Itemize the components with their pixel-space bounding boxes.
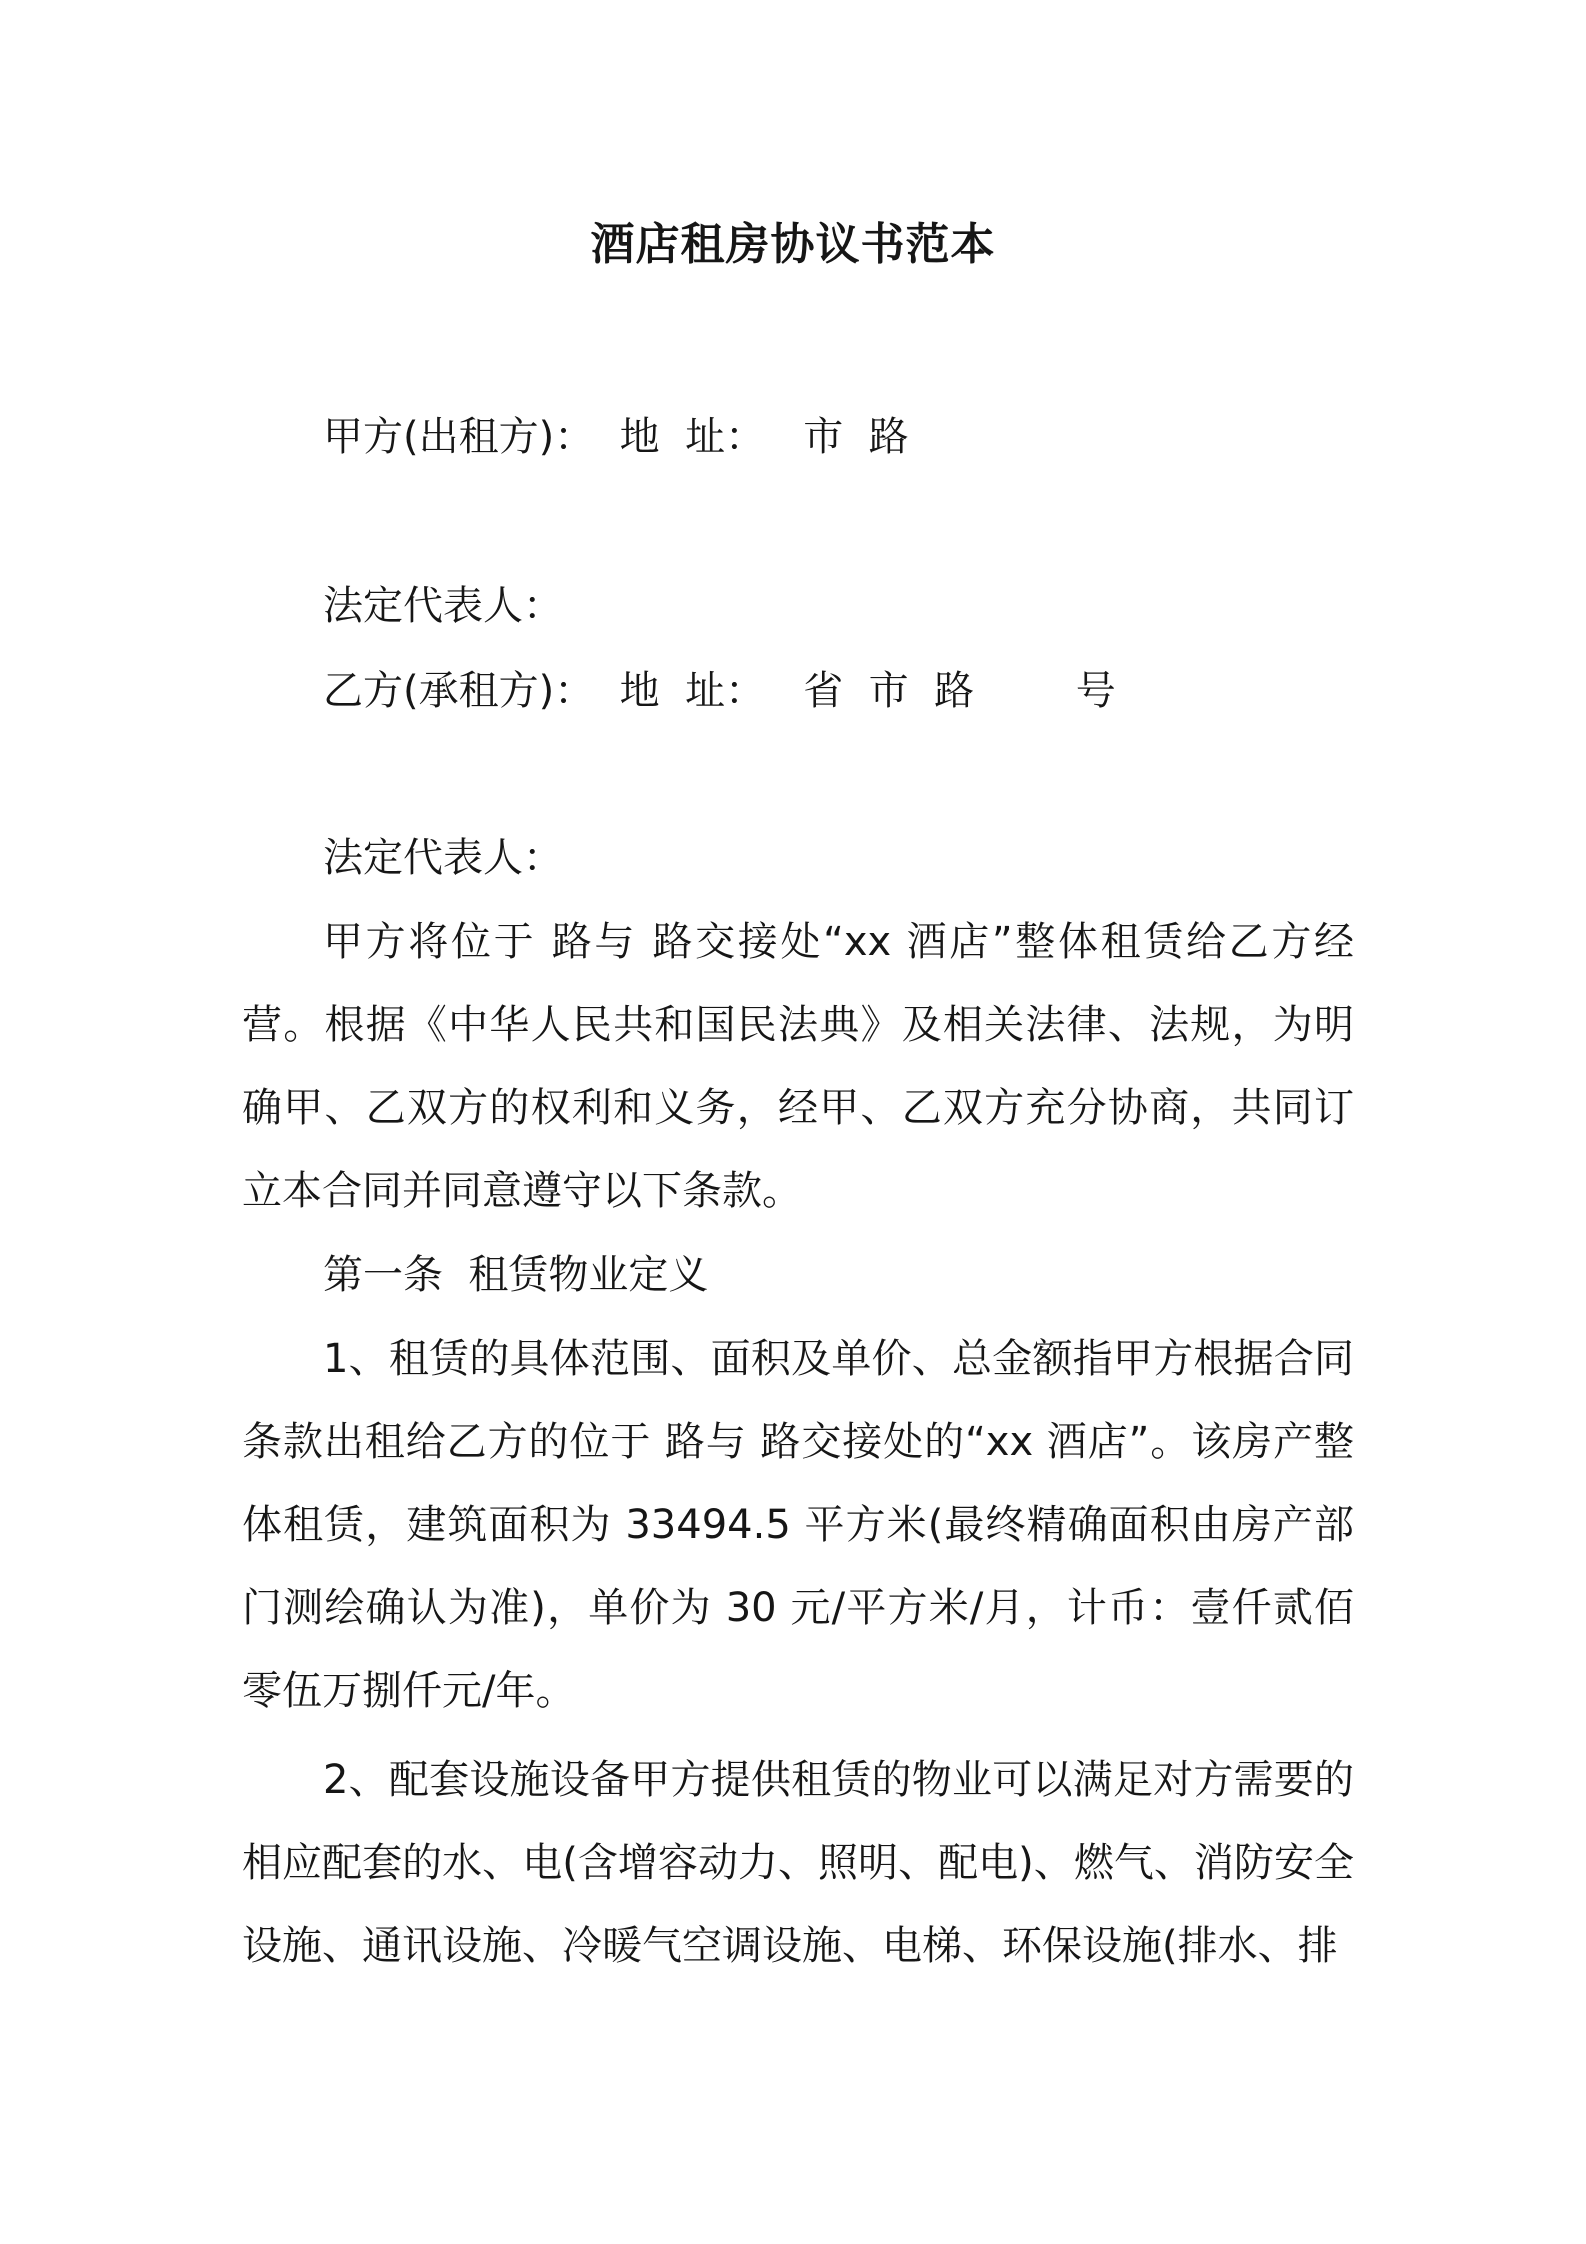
- party-a-representative: 法定代表人：: [323, 583, 563, 629]
- clause-2-paragraph: 2、配套设施设备甲方提供租赁的物业可以满足对方需要的相应配套的水、电(含增容动力、照明、配电)、燃气、消防安全设施、通讯设施、冷暖气空调设施、电梯、环保设施(排水、排: [242, 1757, 1354, 1969]
- intro-paragraph: 甲方将位于 路与 路交接处“xx 酒店”整体租赁给乙方经营。根据《中华人民共和国民法典》及相关法律、法规，为明确甲、乙双方的权利和义务，经甲、乙双方充分协商，共同订立本合同并同意遵守以下条款。: [242, 919, 1354, 1214]
- document-title: 酒店租房协议书范本: [590, 219, 996, 270]
- party-b-line: 乙方(承租方)： 地 址： 省 市 路 号: [323, 668, 1116, 714]
- party-a-line: 甲方(出租方)： 地 址： 市 路: [323, 414, 909, 460]
- clause-1-paragraph: 1、租赁的具体范围、面积及单价、总金额指甲方根据合同条款出租给乙方的位于 路与 路交接处的“xx 酒店”。该房产整体租赁，建筑面积为 33494.5 平方米(最终精确面积由房产部门测绘确认为准)，单价为 30 元/平方米/月，计币：壹仟贰佰零伍万捌仟元/年。: [242, 1336, 1354, 1714]
- article-1-heading: 第一条 租赁物业定义: [323, 1252, 709, 1298]
- party-b-representative: 法定代表人：: [323, 835, 563, 881]
